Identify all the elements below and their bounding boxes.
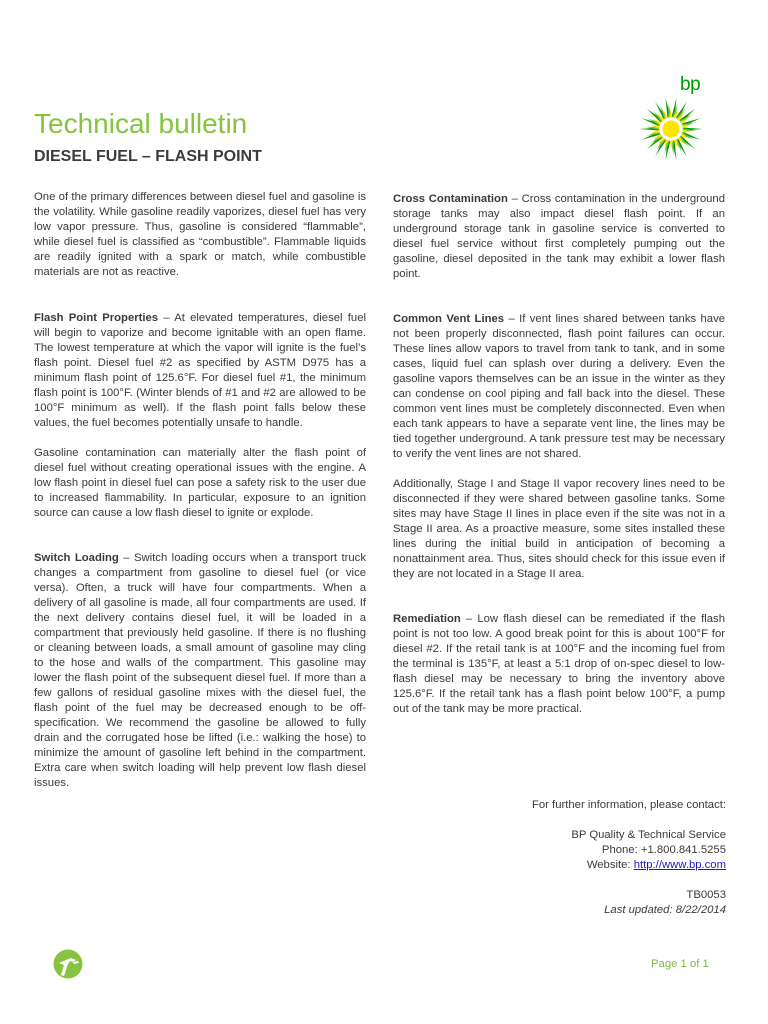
stage-recovery-paragraph: Additionally, Stage I and Stage II vapor recovery lines need to be disconnected if they were shared between gasoline tanks. Some sites may have Stage II lines in place even if the site was not in a Stage II area. As a proactive measure, some sites installed these lines during the initial build in anticipation of becoming a nonattainment area. Thus, sites should check for this issue even if they are not located in a Stage II area. bbox=[393, 478, 725, 580]
cross-contamination-heading: Cross Contamination bbox=[393, 193, 508, 205]
flash-point-heading: Flash Point Properties bbox=[34, 312, 159, 324]
pump-icon bbox=[51, 949, 85, 979]
bulletin-code: TB0053 bbox=[686, 889, 726, 901]
last-updated: Last updated: 8/22/2014 bbox=[604, 904, 726, 916]
bp-helios-logo-icon bbox=[638, 96, 704, 162]
contamination-paragraph: Gasoline contamination can materially alter the flash point of diesel fuel without creating operational issues with the engine. A low flash point in diesel fuel can pose a safety risk to the user due to increased flammability. In particular, exposure to an ignition source can cause a low flash diesel to ignite or explode. bbox=[34, 447, 366, 519]
website-label: Website: bbox=[586, 859, 634, 871]
contact-org: BP Quality & Technical Service bbox=[571, 829, 726, 841]
contact-intro: For further information, please contact: bbox=[531, 799, 726, 811]
page-number: Page 1 of 1 bbox=[651, 958, 709, 970]
switch-loading-paragraph bbox=[34, 551, 366, 791]
contact-block bbox=[393, 798, 726, 918]
switch-loading-body: – Switch loading occurs when a transport truck changes a compartment from gasoline to diesel fuel (or vice versa). Often, a truck will have four compartments. When a delivery of all gasoline is made, all four compartments are used. If the next delivery contains diesel fuel, it will be loaded in a compartment that previously held gasoline. If there is no flushing or cleaning between loads, a small amount of gasoline may cling to the hose and walls of the compartment. This gasoline may lower the flash point of the subsequent diesel fuel. If more than a few gallons of residual gasoline mixes with the diesel fuel, the flash point of the fuel may be decreased enough to be off-specification. We recommend the gasoline be allowed to fully drain and the corrugated hose be lifted (i.e.: walking the hose) to minimize the amount of gasoline left behind in the compartment. Extra care when switch loading will help prevent low flash diesel issues. bbox=[34, 552, 366, 789]
contact-website bbox=[393, 858, 726, 873]
vent-lines-paragraph bbox=[393, 312, 725, 462]
flash-point-body: – At elevated temperatures, diesel fuel will begin to vaporize and become ignitable with an open flame. The lowest temperature at which the vapor will ignite is the fuel’s flash point. Diesel fuel #2 as specified by ASTM D975 has a minimum flash point of 125.6°F. For diesel fuel #1, the minimum flash point is 100°F. (Winter blends of #1 and #2 are allowed to be 100°F minimum as well). If the flash point falls below these values, the fuel becomes potentially unsafe to handle. bbox=[34, 312, 366, 429]
intro-paragraph: One of the primary differences between diesel fuel and gasoline is the volatility. While gasoline readily vaporizes, diesel fuel has very low vapor pressure. Thus, gasoline is considered “flammable”, while diesel fuel is classified as “combustible”. Flammable liquids are readily ignited with a spark or match, while combustible materials are not as reactive. bbox=[34, 191, 366, 278]
flash-point-paragraph bbox=[34, 311, 366, 431]
remediation-heading: Remediation bbox=[393, 613, 461, 625]
bp-logo-text: bp bbox=[680, 74, 701, 95]
vent-lines-body: – If vent lines shared between tanks have not been properly disconnected, flash point failures can occur. These lines allow vapors to travel from tank to tank, and in some cases, liquid fuel can splash over during a delivery. Even the gasoline vapors themselves can be an issue in the winter as they can condense on cool piping and fall back into the diesel. These common vent lines must be completely disconnected. Even when each tank appears to have a separate vent line, the lines may be tied together underground. A tank pressure test may be necessary to verify the vent lines are not shared. bbox=[393, 313, 725, 460]
left-column bbox=[34, 190, 366, 791]
page-title: Technical bulletin bbox=[34, 108, 248, 139]
page-subtitle: DIESEL FUEL – FLASH POINT bbox=[34, 148, 262, 165]
cross-contamination-body: – Cross contamination in the underground storage tanks may also impact diesel flash point. If an underground storage tank in gasoline service is converted to diesel fuel service without first completely pumping out the gasoline, diesel deposited in the tank may exhibit a lower flash point. bbox=[393, 193, 726, 280]
cross-contamination-paragraph bbox=[393, 192, 725, 282]
switch-loading-heading: Switch Loading bbox=[34, 552, 119, 564]
contact-phone: Phone: +1.800.841.5255 bbox=[601, 844, 726, 856]
website-link[interactable]: http://www.bp.com bbox=[633, 859, 726, 871]
remediation-paragraph bbox=[393, 612, 725, 717]
vent-lines-heading: Common Vent Lines bbox=[393, 313, 505, 325]
remediation-body: – Low flash diesel can be remediated if the flash point is not too low. A good break point for this is about 100°F for diesel #2. If the retail tank is at 100°F and the incoming fuel from the terminal is 135°F, at least a 5:1 drop of on-spec diesel to low-flash diesel may be necessary to bring the inventory above 125.6°F. If the retail tank has a flash point below 100°F, a pump out of the tank may be more practical. bbox=[393, 613, 725, 715]
right-column bbox=[393, 192, 725, 717]
